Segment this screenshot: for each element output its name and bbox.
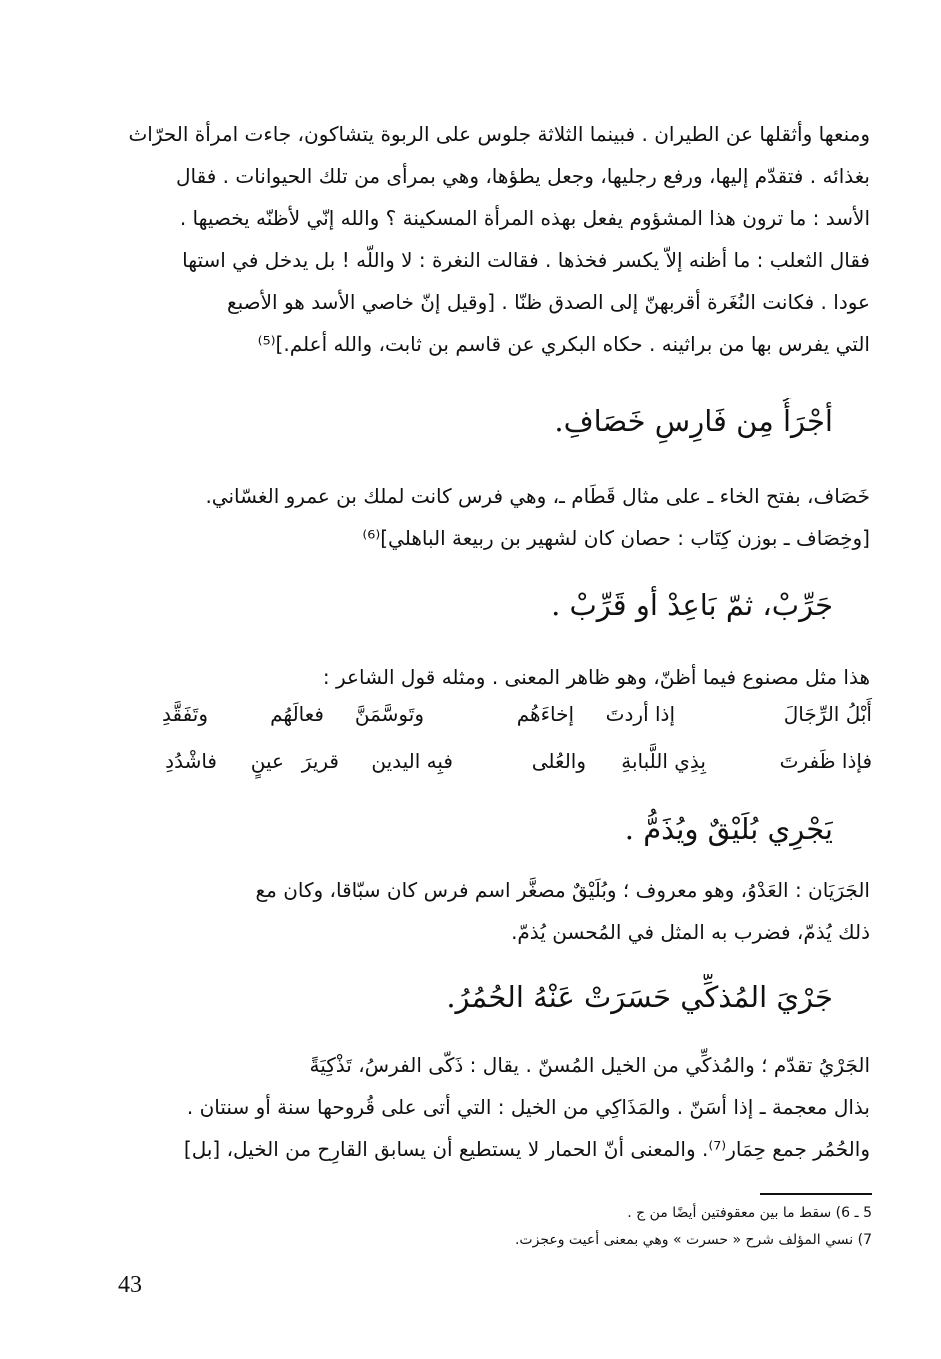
verse-word: فاشْدُدِ xyxy=(165,749,217,773)
proverb-heading: يَجْرِي بُلَيْقٌ ويُذَمُّ . xyxy=(624,812,833,846)
verse-word: فإذا ظَفرتَ xyxy=(779,749,872,773)
text-line: عودا . فكانت النُغَرة أقربهنّ إلى الصدق ظنّا . [وقيل إنّ خاصي الأسد هو الأصبع xyxy=(226,290,870,314)
verse-word: وتَفَقَّدِ xyxy=(162,702,208,726)
text-line: الأسد : ما ترون هذا المشؤوم يفعل بهذه المرأة المسكينة ؟ والله إنّي لأظنّه يخصيها . xyxy=(179,206,870,230)
footnote: 5 ـ 6) سقط ما بين معقوفتين أيضًا من ج . xyxy=(627,1205,872,1221)
footnotes xyxy=(108,1200,872,1254)
text-line: بذال معجمة ـ إذا أسَنّ . والمَذَاكِي من الخيل : التي أتى على قُروحها سنة أو سنتان . xyxy=(186,1095,870,1119)
paragraph-mudhakki xyxy=(108,1044,870,1170)
verse-word: إخاءَهُم xyxy=(516,702,574,726)
poetry-verse xyxy=(108,739,872,783)
footnote: 7) نسي المؤلف شرح « حسرت » وهي بمعنى أعيت وعجزت. xyxy=(514,1232,872,1248)
proverb-heading: جَرْيَ المُذكِّي حَسَرَتْ عَنْهُ الحُمُرُ. xyxy=(446,980,833,1014)
footnote-divider xyxy=(760,1193,872,1195)
text-line: هذا مثل مصنوع فيما أظنّ، وهو ظاهر المعنى . ومثله قول الشاعر : xyxy=(322,665,870,689)
text-line: ذلك يُذمّ، فضرب به المثل في المُحسن يُذمّ. xyxy=(511,920,870,944)
paragraph-khasaf xyxy=(108,475,870,559)
verse-word: بِذِي اللَّبابةِ xyxy=(621,749,706,773)
text-line: خَصَاف، بفتح الخاء ـ على مثال قَطَام ـ، وهي فرس كانت لملك بن عمرو الغسّاني. xyxy=(205,484,870,508)
page-number: 43 xyxy=(118,1272,142,1298)
proverb-heading: أجْرَأُ مِن فَارِسِ خَصَافِ. xyxy=(554,404,833,438)
poetry-verse xyxy=(108,692,872,736)
proverb-heading: جَرِّبْ، ثمّ بَاعِدْ أو قَرِّبْ . xyxy=(551,588,833,622)
verse-word: وتَوسَّمَنَّ xyxy=(354,702,424,726)
text-line: بغذائه . فتقدّم إليها، ورفع رجليها، وجعل يطؤها، وهي بمرأى من تلك الحيوانات . فقال xyxy=(175,164,870,188)
text-line: فقال الثعلب : ما أظنه إلاّ يكسر فخذها . فقالت النغرة : لا واللّه ! بل يدخل في استها xyxy=(182,248,870,272)
text-line: [وخِصَاف ـ بوزن كِتَاب : حصان كان لشهير بن ربيعة الباهلي]⁽⁶⁾ xyxy=(362,526,870,550)
text-line: ومنعها وأثقلها عن الطيران . فبينما الثلاثة جلوس على الربوة يتشاكون، جاءت امرأة الحرّاث xyxy=(128,122,870,146)
verse-word: أَبْلُ الرِّجَالَ xyxy=(783,702,872,726)
paragraph-lion-fox-story xyxy=(108,113,870,365)
verse-word: والعُلى xyxy=(531,749,586,773)
verse-word: قريرَ xyxy=(301,749,339,773)
paragraph-bulayq xyxy=(108,869,870,953)
text-line: التي يفرس بها من براثينه . حكاه البكري عن قاسم بن ثابت، والله أعلم.]⁽⁵⁾ xyxy=(257,332,870,356)
text-line: الجَرَيَان : العَدْوُ، وهو معروف ؛ وبُلَيْقٌ مصغَّر اسم فرس كان سبّاقا، وكان مع xyxy=(255,878,870,902)
verse-word: عينٍ xyxy=(250,749,284,773)
text-line: والحُمُر جمع حِمَار⁽⁷⁾. والمعنى أنّ الحمار لا يستطيع أن يسابق القارِح من الخيل، [بل] xyxy=(183,1137,870,1161)
verse-word: إذا أردتَ xyxy=(605,702,675,726)
text-line: الجَرْيُ تقدّم ؛ والمُذكِّي من الخيل المُسنّ . يقال : ذَكّى الفرسُ، تَذْكِيَةً xyxy=(309,1053,870,1077)
verse-word: فعالَهُم xyxy=(270,702,324,726)
verse-word: فبِه اليدين xyxy=(371,749,453,773)
